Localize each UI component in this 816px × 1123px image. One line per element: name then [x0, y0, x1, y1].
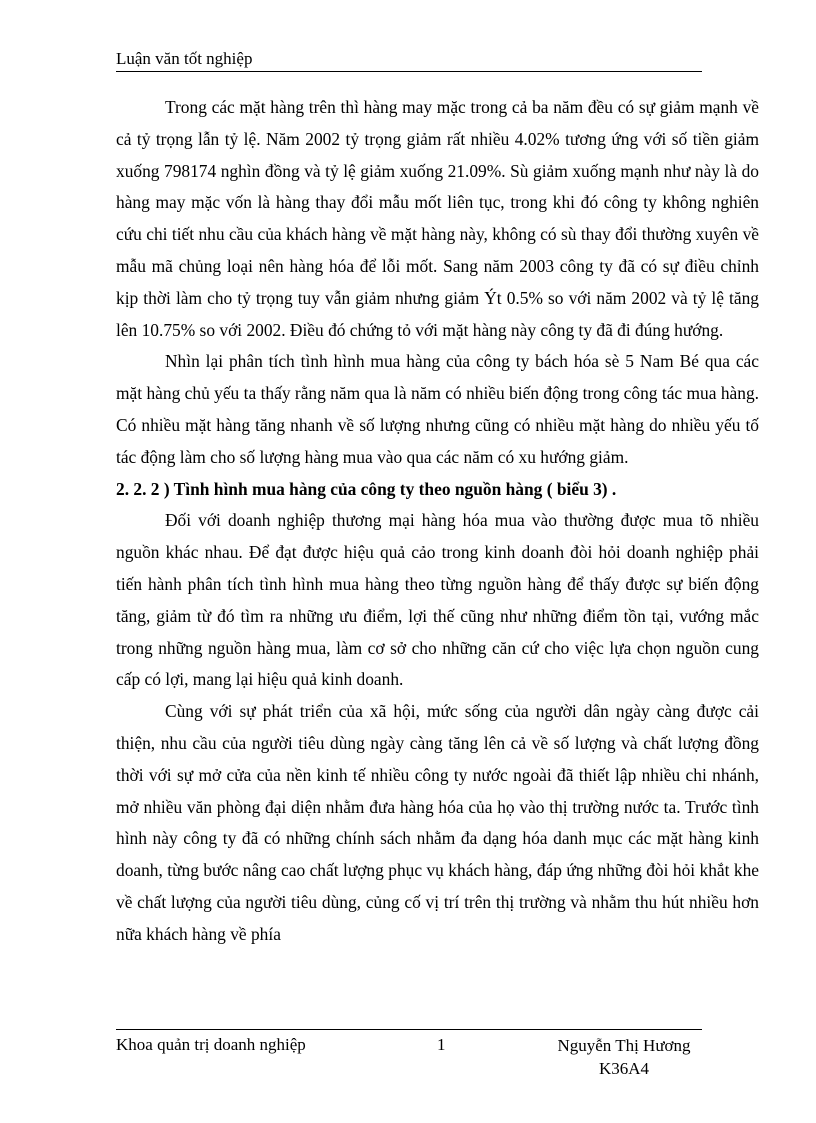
footer-author [544, 1034, 704, 1080]
author-name: Nguyễn Thị Hương [557, 1036, 691, 1055]
paragraph-3: Đối với doanh nghiệp thương mại hàng hóa mua vào thường được mua tõ nhiều nguồn khác nhau. Để đạt được hiệu quả cảo trong kinh doanh đòi hỏi doanh nghiệp phải tiến hành phân tích tình hình mua hàng theo từng nguồn hàng để thấy được sự biến động tăng, giảm từ đó tìm ra những ưu điểm, lợi thế cũng như những điểm tồn tại, vướng mắc trong những nguồn hàng mua, làm cơ sở cho những căn cứ cho việc lựa chọn nguồn cung cấp có lợi, mang lại hiệu quả kinh doanh. [116, 510, 759, 690]
header-title: Luận văn tốt nghiệp [116, 49, 253, 68]
footer-faculty: Khoa quản trị doanh nghiệp [116, 1035, 306, 1054]
page-header [116, 48, 702, 72]
section-heading: 2. 2. 2 ) Tình hình mua hàng của công ty theo nguồn hàng ( biểu 3) . [116, 478, 617, 499]
paragraph-4: Cùng với sự phát triển của xã hội, mức sống của người dân ngày càng được cải thiện, nhu cầu của người tiêu dùng ngày càng tăng lên cả về số lượng và chất lượng đồng thời với sự mở cửa của nền kinh tế nhiều công ty nước ngoài đã thiết lập nhiều chi nhánh, mở nhiều văn phòng đại diện nhằm đưa hàng hóa của họ vào thị trường nước ta. Trước tình hình này công ty đã có những chính sách nhằm đa dạng hóa danh mục các mặt hàng kinh doanh, từng bước nâng cao chất lượng phục vụ khách hàng, đáp ứng những đòi hỏi khắt khe về chất lượng của người tiêu dùng, củng cố vị trí trên thị trường và nhằm thu hút nhiều hơn nữa khách hàng về phía [116, 701, 759, 944]
document-body [116, 92, 759, 951]
paragraph-2: Nhìn lại phân tích tình hình mua hàng của công ty bách hóa sè 5 Nam Bé qua các mặt hàng chủ yếu ta thấy rằng năm qua là năm có nhiều biến động trong công tác mua hàng. Có nhiều mặt hàng tăng nhanh về số lượng nhưng cũng có nhiều mặt hàng do nhiều yếu tố tác động làm cho số lượng hàng mua vào qua các năm có xu hướng giảm. [116, 351, 759, 467]
page-number: 1 [437, 1035, 446, 1054]
author-class: K36A4 [598, 1059, 650, 1078]
paragraph-1: Trong các mặt hàng trên thì hàng may mặc trong cả ba năm đều có sự giảm mạnh về cả tỷ trọng lẫn tỷ lệ. Năm 2002 tỷ trọng giảm rất nhiều 4.02% tương ứng với số tiền giảm xuống 798174 nghìn đồng và tỷ lệ giảm xuống 21.09%. Sù giảm xuống mạnh như này là do hàng may mặc vốn là hàng thay đổi mẫu mốt liên tục, trong khi đó công ty không nghiên cứu chi tiết nhu cầu của khách hàng về mặt hàng này, không có sù thay đổi thường xuyên về mẫu mã chủng loại nên hàng hóa để lỗi mốt. Sang năm 2003 công ty đã có sự điều chỉnh kịp thời làm cho tỷ trọng tuy vẫn giảm nhưng giảm Ýt 0.5% so với năm 2002 và tỷ lệ tăng lên 10.75% so với 2002. Điều đó chứng tỏ với mặt hàng này công ty đã đi đúng hướng. [116, 97, 759, 340]
page-footer [116, 1029, 702, 1078]
